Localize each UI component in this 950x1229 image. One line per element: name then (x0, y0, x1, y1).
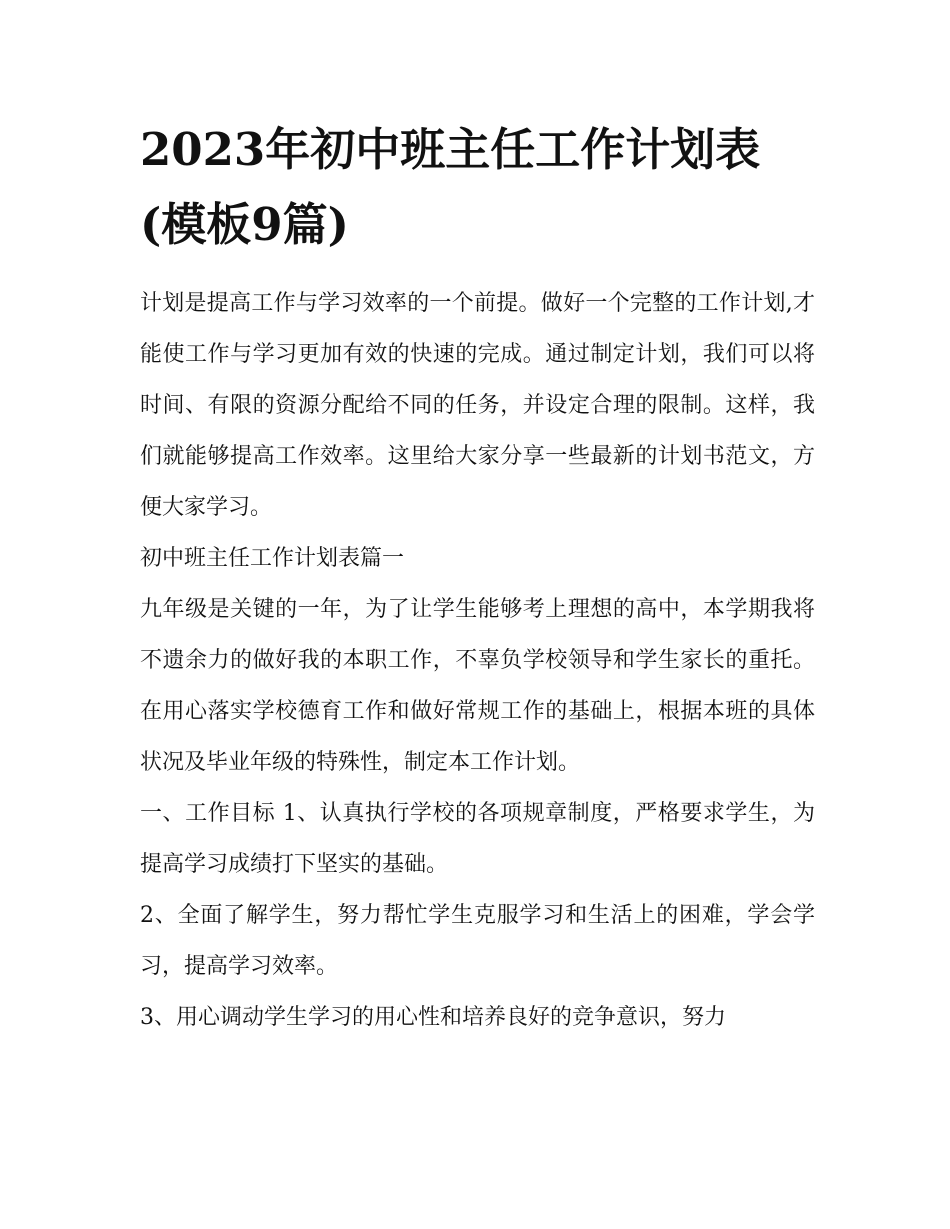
section-heading: 初中班主任工作计划表篇一 (140, 546, 405, 571)
body-paragraph: 九年级是关键的一年，为了让学生能够考上理想的高中，本学期我将不遗余力的做好我的本职工作，不辜负学校领导和学生家长的重托。在用心落实学校德育工作和做好常规工作的基础上，根据本班的具体状况及毕业年级的特殊性，制定本工作计划。 (140, 597, 815, 775)
list-item: 2、全面了解学生，努力帮忙学生克服学习和生活上的困难，学会学习，提高学习效率。 (140, 903, 815, 979)
intro-paragraph: 计划是提高工作与学习效率的一个前提。做好一个完整的工作计划,才能使工作与学习更加有效的快速的完成。通过制定计划，我们可以将时间、有限的资源分配给不同的任务，并设定合理的限制。这样，我们就能够提高工作效率。这里给大家分享一些最新的计划书范文，方便大家学习。 (140, 291, 815, 520)
document-body (140, 278, 815, 1043)
list-item: 3、用心调动学生学习的用心性和培养良好的竞争意识，努力 (140, 1005, 726, 1030)
list-item: 一、工作目标 1、认真执行学校的各项规章制度，严格要求学生，为提高学习成绩打下坚实的基础。 (140, 801, 815, 877)
document-title: 2023年初中班主任工作计划表(模板9篇) (140, 123, 761, 251)
